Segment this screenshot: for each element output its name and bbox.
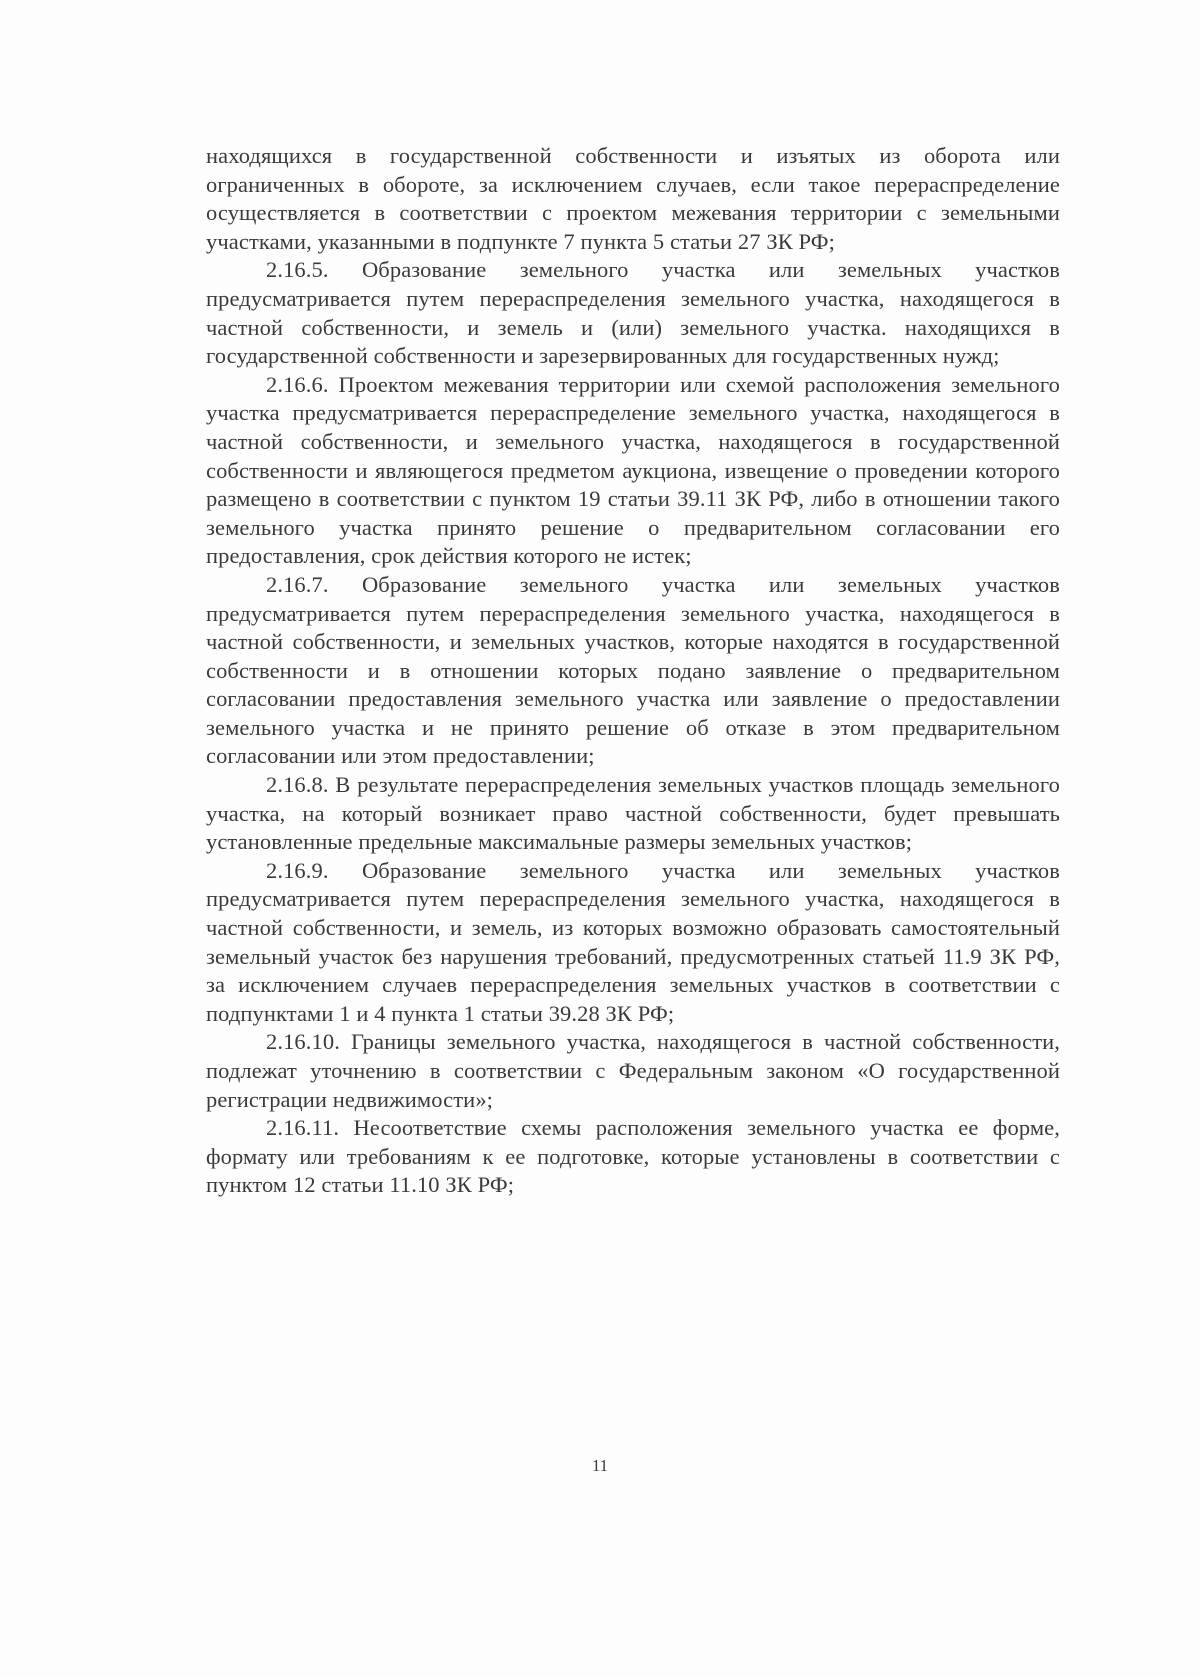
paragraph-continuation: находящихся в государственной собственности и изъятых из оборота или ограниченных в обороте, за исключением случаев, если такое перераспределение осуществляется в соответствии с проектом межевания территории с земельными участками, указанными в подпункте 7 пункта 5 статьи 27 ЗК РФ; — [206, 143, 1060, 254]
paragraph-2-16-8: 2.16.8. В результате перераспределения земельных участков площадь земельного участка, на который возникает право частной собственности, будет превышать установленные предельные максимальные размеры земельных участков; — [206, 772, 1060, 855]
page-number: 11 — [591, 1456, 609, 1475]
paragraph-2-16-10: 2.16.10. Границы земельного участка, находящегося в частной собственности, подлежат уточнению в соответствии с Федеральным законом «О государственной регистрации недвижимости»; — [206, 1029, 1060, 1112]
paragraph-2-16-11: 2.16.11. Несоответствие схемы расположения земельного участка ее форме, формату или требованиям к ее подготовке, которые установлены в соответствии с пунктом 12 статьи 11.10 ЗК РФ; — [206, 1115, 1060, 1198]
paragraph-2-16-6: 2.16.6. Проектом межевания территории или схемой расположения земельного участка предусматривается перераспределение земельного участка, находящегося в частной собственности, и земельного участка, находящегося в государственной собственности и являющегося предметом аукциона, извещение о проведении которого размещено в соответствии с пунктом 19 статьи 39.11 ЗК РФ, либо в отношении такого земельного участка принято решение о предварительном согласовании его предоставления, срок действия которого не истек; — [206, 371, 1060, 569]
paragraph-2-16-9: 2.16.9. Образование земельного участка или земельных участков предусматривается путем перераспределения земельного участка, находящегося в частной собственности, и земель, из которых возможно образовать самостоятельный земельный участок без нарушения требований, предусмотренных статьей 11.9 ЗК РФ, за исключением случаев перераспределения земельных участков в соответствии с подпунктами 1 и 4 пункта 1 статьи 39.28 ЗК РФ; — [206, 857, 1060, 1026]
paragraph-2-16-7: 2.16.7. Образование земельного участка или земельных участков предусматривается путем перераспределения земельного участка, находящегося в частной собственности, и земельных участков, которые находятся в государственной собственности и в отношении которых подано заявление о предварительном согласовании предоставления земельного участка или заявление о предоставлении земельного участка и не принято решение об отказе в этом предварительном согласовании или этом предоставлении; — [206, 571, 1060, 769]
body-text — [206, 142, 1060, 1200]
paragraph-2-16-5: 2.16.5. Образование земельного участка или земельных участков предусматривается путем перераспределения земельного участка, находящегося в частной собственности, и земель и (или) земельного участка. находящихся в государственной собственности и зарезервированных для государственных нужд; — [206, 257, 1060, 369]
